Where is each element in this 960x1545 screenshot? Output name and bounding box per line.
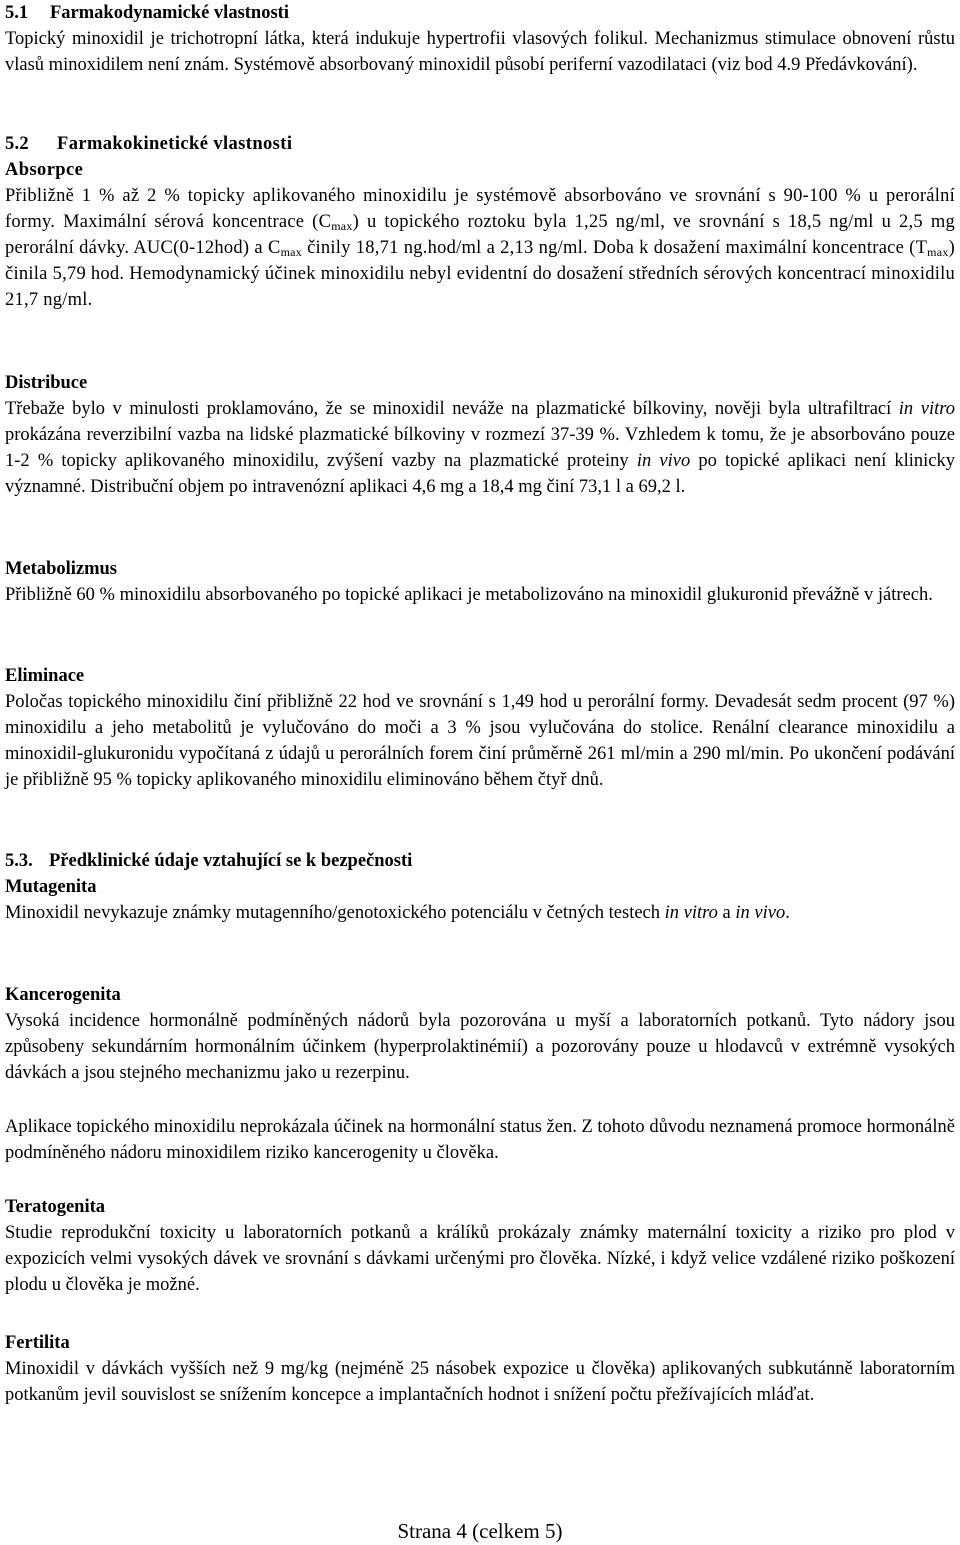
section-number: 5.3.: [5, 851, 33, 871]
teratogenita-heading: Teratogenita: [5, 1197, 106, 1217]
kancerogenita-heading: Kancerogenita: [5, 985, 121, 1005]
section-5-3: [5, 848, 955, 926]
section-5-1-heading: [5, 0, 955, 26]
mutagenita-text: Minoxidil nevykazuje známky mutagenního/genotoxického potenciálu v četných testech in vitro a in vivo.: [5, 903, 790, 923]
mutagenita-heading: Mutagenita: [5, 877, 97, 897]
section-title: Farmakodynamické vlastnosti: [50, 3, 289, 23]
section-5-1-text: Topický minoxidil je trichotropní látka, která indukuje hypertrofii vlasových folikul. Mechanizmus stimulace obnovení růstu vlasů minoxidilem není znám. Systémově absorbovaný minoxidil působí periferní vazodilataci (viz bod 4.9 Předávkování).: [5, 29, 955, 75]
metabolizmus-heading: Metabolizmus: [5, 559, 118, 579]
section-5-2-heading: [5, 131, 955, 157]
absorpce-text: Přibližně 1 % až 2 % topicky aplikovaného minoxidilu je systémově absorbováno ve srovnání s 90-100 % u perorální formy. Maximální sérová koncentrace $(C_{max})$ u topického roztoku byla 1,25 ng/ml, ve srovnání s 18,5 ng/ml u 2,5 mg perorální dávky. AUC(0-12hod) a $C_{max}$ činily 18,71 ng.hod/ml a 2,13 ng/ml. Doba k dosažení maximální koncentrace $(T_{max})$ činila 5,79 hod. Hemodynamický účinek minoxidilu nebyl evidentní do dosažení středních sérových koncentrací minoxidilu 21,7 ng/ml.: [5, 186, 955, 310]
metabolizmus-text: Přibližně 60 % minoxidilu absorbovaného po topické aplikaci je metabolizováno na minoxidil glukuronid převážně v játrech.: [5, 585, 933, 605]
fertilita-text: Minoxidil v dávkách vyšších než 9 mg/kg (nejméně 25 násobek expozice u člověka) aplikovaných subkutánně laboratorním potkanům jevil souvislost se snížením koncepce a implantačních hodnot i snížení počtu přežívajících mláďat.: [5, 1359, 955, 1405]
kancerogenita-text-1: Vysoká incidence hormonálně podmíněných nádorů byla pozorována u myší a laboratorních potkanů. Tyto nádory jsou způsobeny sekundárním hormonálním účinkem (hyperprolaktinémií) a pozorovány pouze u hlodavců v extrémně vysokých dávkách a jsou stejného mechanizmu jako u rezerpinu.: [5, 1011, 955, 1083]
absorpce-heading: Absorpce: [5, 160, 84, 180]
teratogenita-text: Studie reprodukční toxicity u laboratorních potkanů a králíků prokázaly známky maternální toxicity a riziko pro plod v expozicích velmi vysokých dávek ve srovnání s dávkami určenými pro člověka. Nízké, i když velice vzdálené riziko poškození plodu u člověka je možné.: [5, 1223, 955, 1295]
section-number: 5.2: [5, 134, 29, 154]
eliminace-heading: Eliminace: [5, 666, 85, 686]
section-title: Farmakokinetické vlastnosti: [57, 134, 293, 154]
kancerogenita-text-2: Aplikace topického minoxidilu neprokázala účinek na hormonální status žen. Z tohoto důvodu neznamená promoce hormonálně podmíněného nádoru minoxidilem riziko kancerogenity u člověka.: [5, 1117, 955, 1163]
section-5-2: [5, 131, 955, 313]
kancerogenita-block: [5, 982, 955, 1086]
section-5-1: [5, 0, 955, 78]
distribuce-text: Třebaže bylo v minulosti proklamováno, že se minoxidil neváže na plazmatické bílkoviny, nověji byla ultrafiltrací in vitro prokázána reverzibilní vazba na lidské plazmatické bílkoviny v rozmezí 37-39 %. Vzhledem k tomu, že je absorbováno pouze 1-2 % topicky aplikovaného minoxidilu, zvýšení vazby na plazmatické proteiny in vivo po topické aplikaci není klinicky významné. Distribuční objem po intravenózní aplikaci 4,6 mg a 18,4 mg činí 73,1 l a 69,2 l.: [5, 399, 955, 497]
section-number: 5.1: [5, 3, 29, 23]
distribuce-block: [5, 370, 955, 500]
eliminace-text: Poločas topického minoxidilu činí přibližně 22 hod ve srovnání s 1,49 hod u perorální formy. Devadesát sedm procent (97 %) minoxidilu a jeho metabolitů je vylučováno do moči a 3 % jsou vylučována do stolice. Renální clearance minoxidilu a minoxidil-glukuronidu vypočítaná z údajů u perorálních forem činí průměrně 261 ml/min a 290 ml/min. Po ukončení podávání je přibližně 95 % topicky aplikovaného minoxidilu eliminováno během čtyř dnů.: [5, 692, 955, 790]
section-5-3-heading: [5, 848, 955, 874]
fertilita-heading: Fertilita: [5, 1333, 70, 1353]
eliminace-block: [5, 663, 955, 793]
fertilita-block: [5, 1330, 955, 1408]
section-title: Předklinické údaje vztahující se k bezpečnosti: [49, 851, 413, 871]
page-footer: Strana 4 (celkem 5): [397, 1519, 563, 1543]
teratogenita-block: [5, 1194, 955, 1298]
metabolizmus-block: [5, 556, 955, 608]
distribuce-heading: Distribuce: [5, 373, 88, 393]
kancerogenita-block-2: [5, 1114, 955, 1166]
